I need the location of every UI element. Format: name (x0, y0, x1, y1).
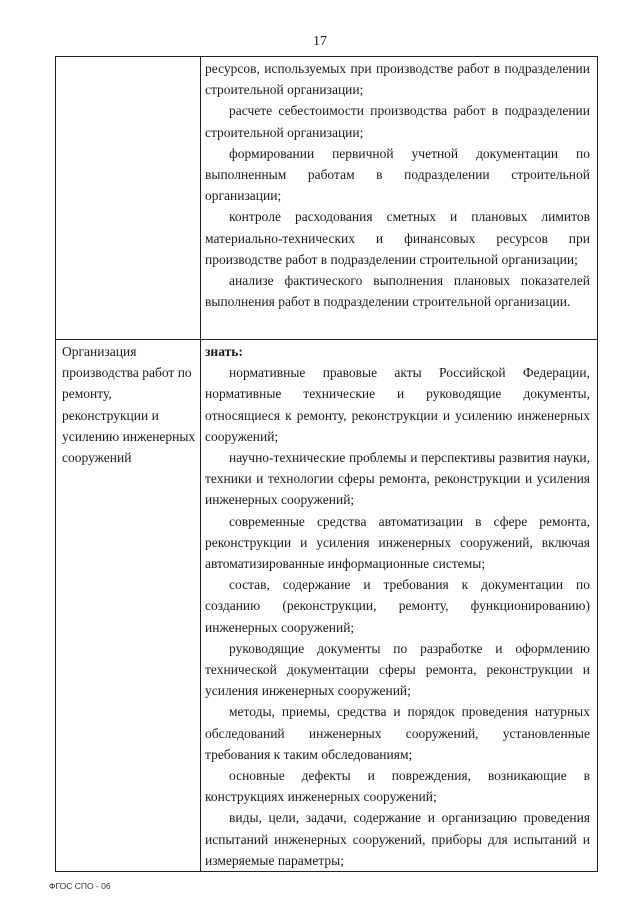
requirement-item: современные средства автоматизации в сфере ремонта, реконструкции и усиления инженерных сооружений, включая автоматизированные информационные системы; (205, 513, 590, 572)
requirement-item: формировании первичной учетной документации по выполненным работам в подразделении строительной организации; (205, 145, 590, 204)
table-row (56, 340, 598, 872)
requirement-item: состав, содержание и требования к документации по созданию (реконструкции, ремонту, функционированию) инженерных сооружений; (205, 577, 590, 635)
activity-cell (56, 340, 201, 872)
competency-table (55, 56, 598, 872)
requirement-item: расчете себестоимости производства работ в подразделении строительной организации; (205, 103, 590, 140)
page-number: 17 (313, 34, 327, 49)
requirements-cell (201, 57, 598, 340)
activity-cell-empty (56, 57, 201, 340)
requirement-item: анализе фактического выполнения плановых показателей выполнения работ в подразделении строительной организации. (205, 273, 590, 310)
requirement-item: основные дефекты и повреждения, возникающие в конструкциях инженерных сооружений; (205, 768, 590, 805)
requirement-item: методы, приемы, средства и порядок проведения натурных обследований инженерных сооружений, установленные требования к таким обследованиям; (205, 704, 590, 762)
requirement-item: контроле расходования сметных и плановых лимитов материально-технических и финансовых ресурсов при производстве работ в подразделении строительной организации; (205, 209, 590, 267)
know-heading: знать: (205, 344, 243, 359)
requirement-item: виды, цели, задачи, содержание и организацию проведения испытаний инженерных сооружений, приборы для испытаний и измеряемые параметры; (205, 810, 590, 868)
footer-code: ФГОС СПО - 06 (49, 881, 111, 891)
requirement-item: нормативные правовые акты Российской Федерации, нормативные технические и руководящие документы, относящиеся к ремонту, реконструкции и усилению инженерных сооружений; (205, 365, 590, 444)
activity-label (56, 57, 200, 58)
requirement-item: научно-технические проблемы и перспективы развития науки, техники и технологии сферы ремонта, реконструкции и усиления инженерных сооружений; (205, 450, 590, 508)
table-row (56, 57, 598, 340)
activity-label: Организация производства работ по ремонту, реконструкции и усилению инженерных сооружений (62, 344, 196, 466)
requirement-item: ресурсов, используемых при производстве работ в подразделении строительной организации; (205, 61, 590, 98)
requirements-cell (201, 340, 598, 872)
requirement-item: руководящие документы по разработке и оформлению технической документации сферы ремонта, реконструкции и усиления инженерных сооружений; (205, 640, 590, 699)
